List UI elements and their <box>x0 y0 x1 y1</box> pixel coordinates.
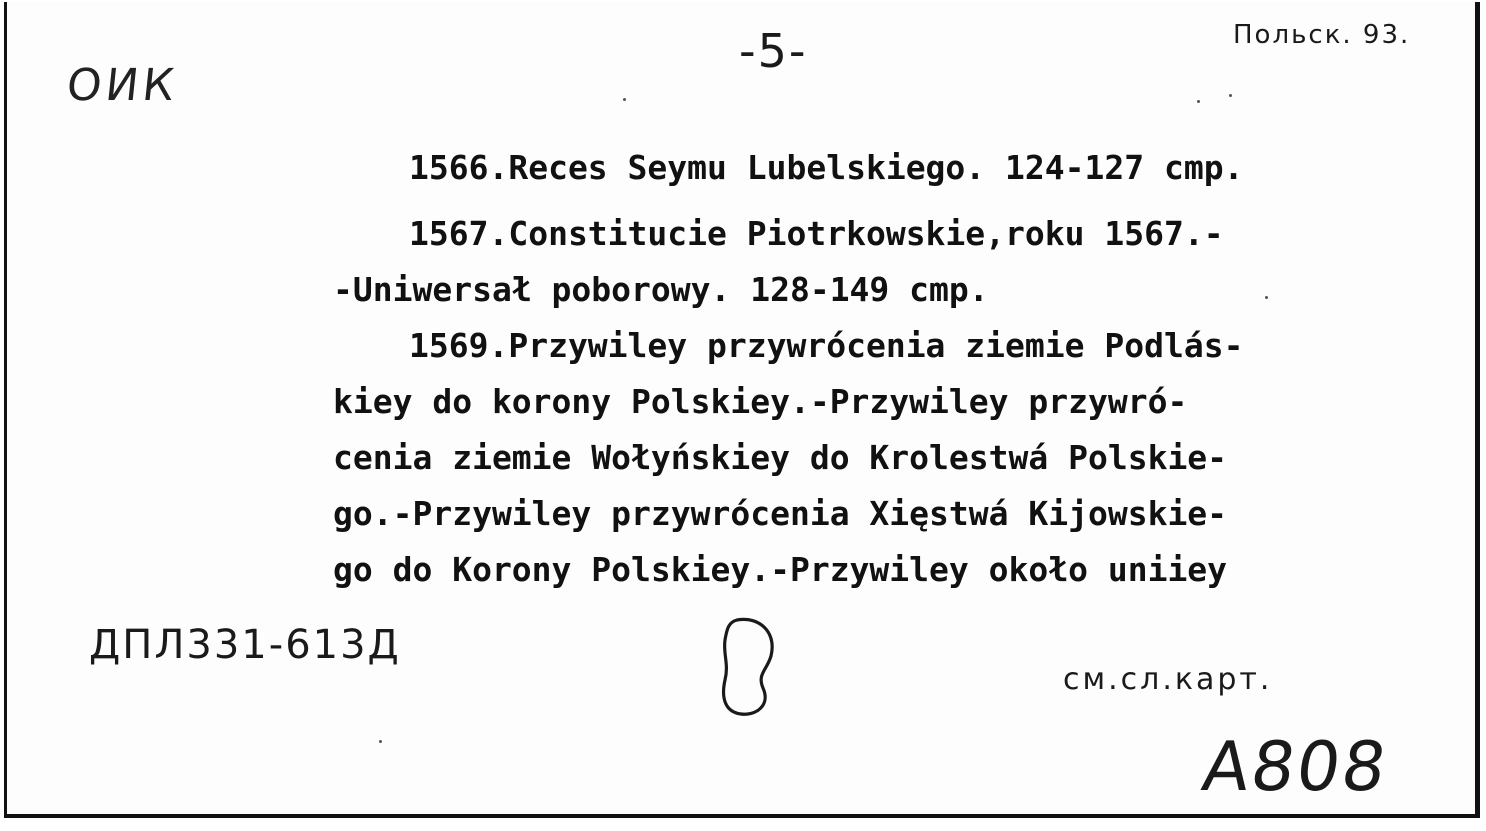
page-number: -5- <box>739 24 808 78</box>
paper-speck <box>623 98 626 101</box>
typed-line: 1567.Constitucie Piotrkowskie,roku 1567.- <box>409 214 1224 253</box>
catalog-card <box>4 2 1480 818</box>
shelf-mark: ДПЛ331-613Д <box>89 622 401 668</box>
typed-line: kiey do korony Polskiey.-Przywiley przywró- <box>333 382 1188 421</box>
typed-line: go.-Przywiley przywrócenia Xięstwá Kijowskie- <box>333 494 1228 533</box>
typed-line: -Uniwersał poborowy. 128-149 cmp. <box>333 270 989 309</box>
typed-line: 1569.Przywiley przywrócenia ziemie Podlás- <box>409 326 1244 365</box>
card-hole-outline <box>719 614 777 718</box>
paper-speck <box>379 740 382 743</box>
typed-line: cenia ziemie Wołyńskiey do Krolestwá Polskie- <box>333 438 1228 477</box>
paper-speck <box>1197 100 1200 103</box>
paper-speck <box>1229 94 1232 97</box>
catalog-number: А808 <box>1197 728 1393 807</box>
typed-line: 1566.Reces Seymu Lubelskiego. 124-127 cmp. <box>409 148 1244 187</box>
top-right-note: Польск. 93. <box>1233 20 1411 50</box>
paper-speck <box>1265 296 1268 299</box>
top-left-note: ОИК <box>64 60 181 111</box>
typed-line: go do Korony Polskiey.-Przywiley około uniiey <box>333 550 1228 589</box>
cross-reference-note: см.сл.карт. <box>1063 662 1273 697</box>
